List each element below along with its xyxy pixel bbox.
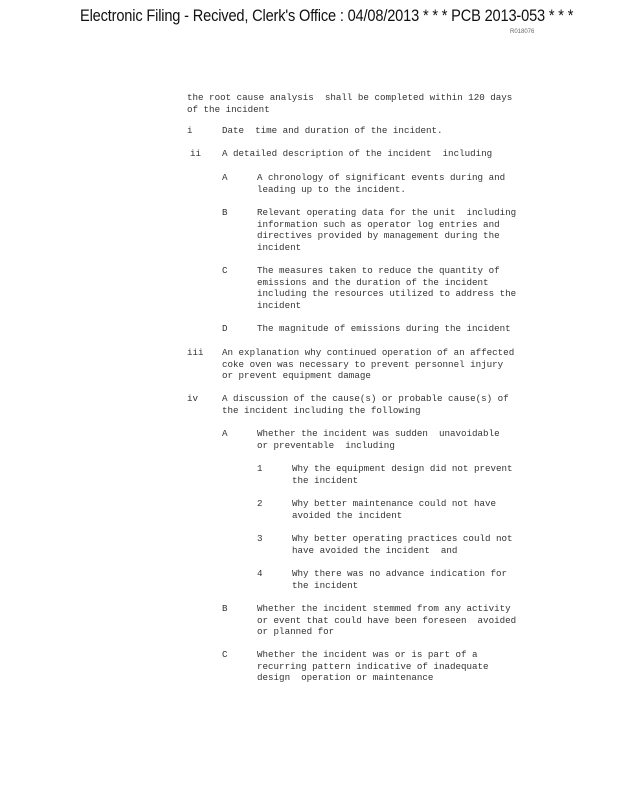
- subitem-number: 4: [257, 568, 263, 579]
- item-letter: B: [222, 207, 228, 218]
- item-number: i: [187, 125, 193, 136]
- subitem-text: Why better maintenance could not have avoided the incident: [292, 498, 496, 521]
- item-letter: D: [222, 323, 228, 334]
- item-letter: C: [222, 265, 228, 276]
- item-text: The measures taken to reduce the quantity of emissions and the duration of the incident including the resources utilized to address the incident: [257, 265, 517, 311]
- subitem-text: Why better operating practices could not have avoided the incident and: [292, 533, 513, 556]
- item-text: The magnitude of emissions during the incident: [257, 323, 511, 334]
- subitem-text: Why there was no advance indication for the incident: [292, 568, 508, 591]
- subitem-number: 3: [257, 533, 263, 544]
- subitem-number: 1: [257, 463, 263, 474]
- item-letter: B: [222, 603, 228, 614]
- item-number: iv: [187, 393, 199, 404]
- item-number: iii: [187, 347, 204, 358]
- item-number: ii: [190, 148, 202, 159]
- page-id: R018076: [510, 29, 535, 35]
- subitem-text: Why the equipment design did not prevent the incident: [292, 463, 513, 486]
- item-text: Whether the incident was sudden unavoidable or preventable including: [257, 428, 500, 451]
- item-text: An explanation why continued operation of an affected coke oven was necessary to prevent personnel injury or prevent equipment damage: [222, 347, 515, 382]
- intro-paragraph: the root cause analysis shall be completed within 120 days of the incident: [187, 92, 513, 115]
- item-text: Date time and duration of the incident.: [222, 125, 443, 136]
- item-letter: A: [222, 172, 228, 183]
- subitem-number: 2: [257, 498, 263, 509]
- item-letter: A: [222, 428, 228, 439]
- item-text: Whether the incident was or is part of a recurring pattern indicative of inadequate design operation or maintenance: [257, 649, 489, 684]
- filing-stamp: Electronic Filing - Recived, Clerk's Office : 04/08/2013 * * * PCB 2013-053 * * *: [80, 6, 574, 25]
- item-text: A detailed description of the incident including: [222, 148, 493, 159]
- item-text: Relevant operating data for the unit including information such as operator log entries and directives provided by management during the incident: [257, 207, 517, 253]
- item-letter: C: [222, 649, 228, 660]
- item-text: Whether the incident stemmed from any activity or event that could have been foreseen avoided or planned for: [257, 603, 517, 638]
- item-text: A chronology of significant events during and leading up to the incident.: [257, 172, 506, 195]
- item-text: A discussion of the cause(s) or probable cause(s) of the incident including the following: [222, 393, 509, 416]
